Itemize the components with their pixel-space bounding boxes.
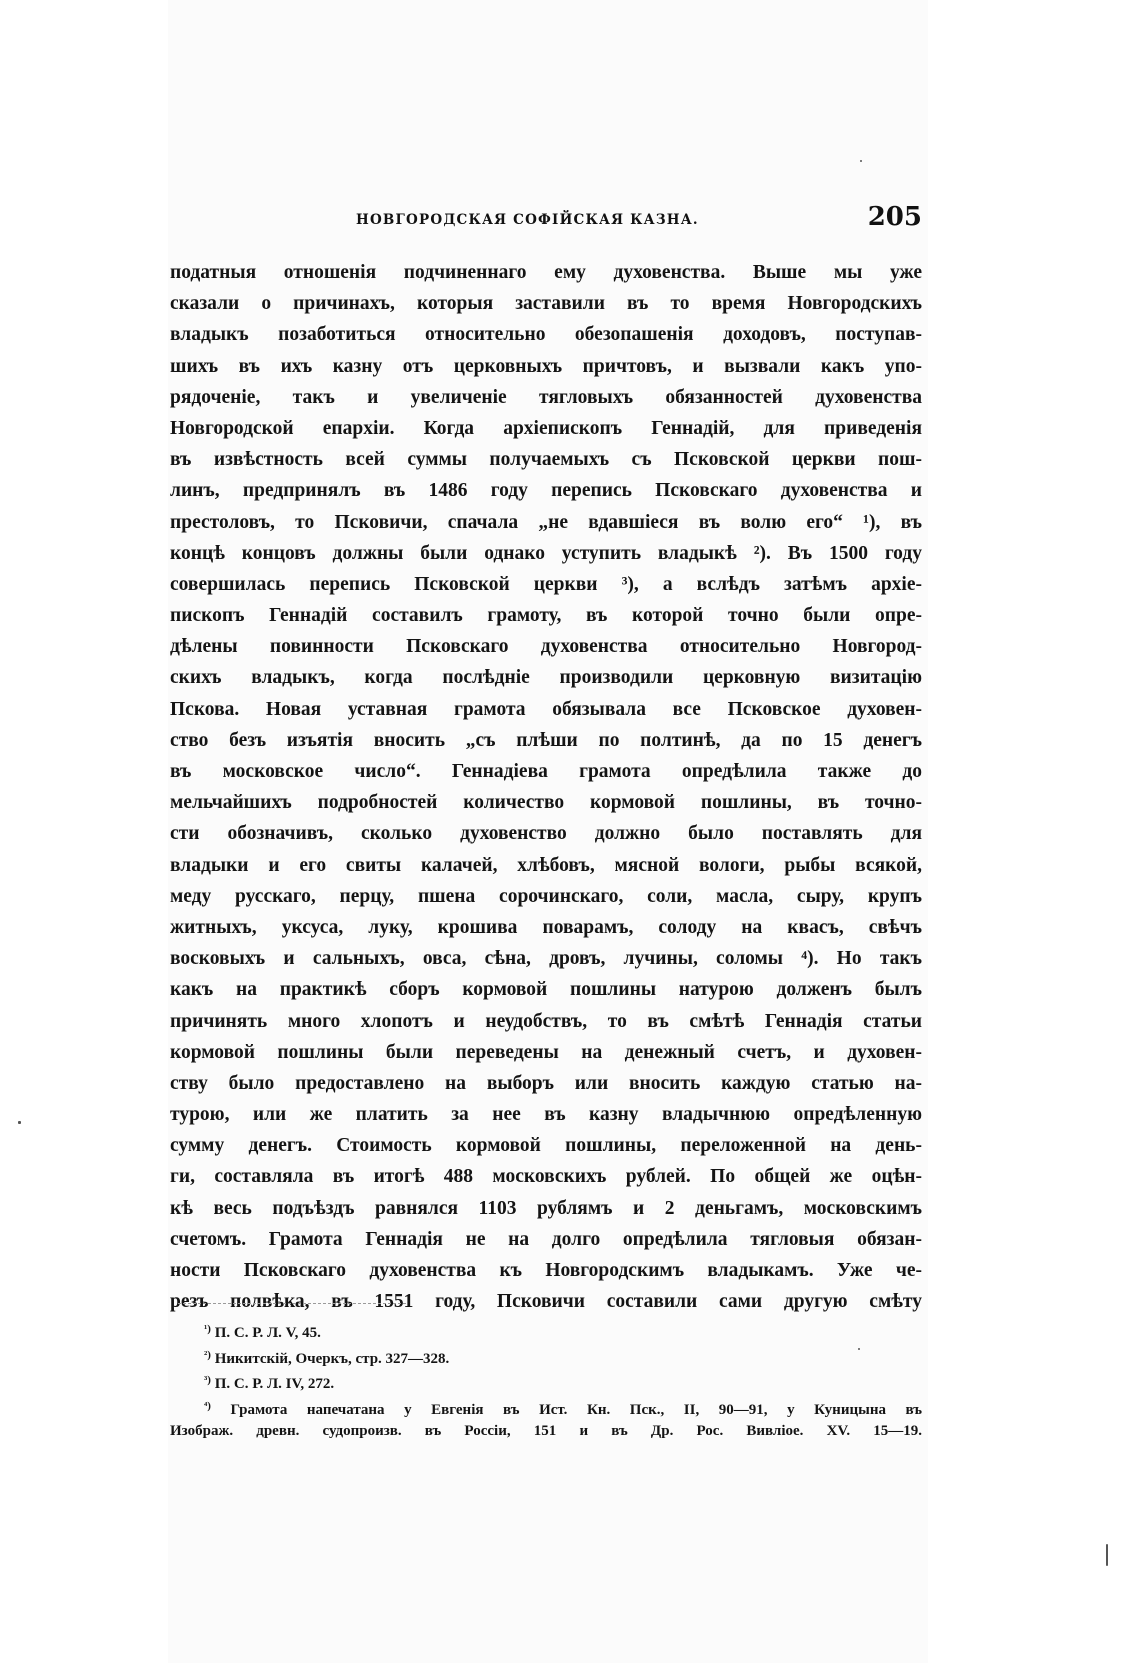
text-line: владыки и его свиты калачей, хлѣбовъ, мясной вологи, рыбы всякой, — [170, 854, 922, 876]
footnote-text: П. С. Р. Л. IV, 272. — [214, 1376, 335, 1393]
text-line: меду русскаго, перцу, пшена сорочинскаго, соли, масла, сыру, крупъ — [170, 885, 922, 907]
scan-speck — [18, 1121, 21, 1124]
text-line: какъ на практикѣ сборъ кормовой пошлины натурою долженъ былъ — [170, 979, 922, 1001]
text-line: пископъ Геннадій составилъ грамоту, въ которой точно были опре- — [170, 605, 922, 627]
text-line: престоловъ, то Псковичи, спачала „не вдавшіеся въ волю его“ ¹), въ — [170, 511, 922, 533]
footnote-marker: ⁴) — [204, 1399, 211, 1412]
footnote-text: Никитскій, Очеркъ, стр. 327—328. — [214, 1350, 450, 1367]
footnote-4-continued — [170, 1419, 922, 1445]
text-line: резъ полвѣка, въ 1551 году, Псковичи составили сами другую смѣту — [170, 1291, 922, 1313]
footnote-2 — [170, 1343, 922, 1369]
footnote-4 — [170, 1394, 922, 1420]
footnotes — [170, 1317, 922, 1445]
footnote-marker: ²) — [204, 1348, 211, 1361]
body-text — [170, 257, 922, 1317]
text-line: дѣлены повинности Псковскаго духовенства относительно Новгород- — [170, 636, 922, 658]
running-head — [170, 200, 922, 240]
footnote-text: Изображ. древн. судопроизв. въ Россіи, 151 и въ Др. Рос. Вивліое. XV. 15—19. — [170, 1423, 922, 1440]
text-line: ство безъ изъятія вносить „съ плѣши по полтинѣ, да по 15 денегъ — [170, 729, 922, 751]
text-line: линъ, предпринялъ въ 1486 году перепись Псковскаго духовенства и — [170, 480, 922, 502]
text-line: Новгородской епархіи. Когда архіепископъ Геннадій, для приведенія — [170, 417, 922, 439]
text-line: сумму денегъ. Стоимость кормовой пошлины, переложенной на день- — [170, 1135, 922, 1157]
text-line: совершилась перепись Псковской церкви ³), а вслѣдъ затѣмъ архіе- — [170, 573, 922, 595]
text-line: скихъ владыкъ, когда послѣдніе производили церковную визитацію — [170, 667, 922, 689]
page-number: 205 — [867, 202, 922, 232]
footnote-1 — [170, 1317, 922, 1343]
text-line: Пскова. Новая уставная грамота обязывала все Псковское духовен- — [170, 698, 922, 720]
footnote-text: П. С. Р. Л. V, 45. — [214, 1325, 321, 1341]
text-line: шихъ въ ихъ казну отъ церковныхъ причтовъ, и вызвали какъ упо- — [170, 355, 922, 377]
footnote-3 — [170, 1368, 922, 1394]
text-line: податныя отношенія подчиненнаго ему духовенства. Выше мы уже — [170, 262, 922, 283]
footnote-marker: ³) — [204, 1374, 211, 1387]
text-line: владыкъ позаботиться относительно обезопашенія доходовъ, поступав- — [170, 324, 922, 346]
footnote-marker: ¹) — [204, 1323, 211, 1335]
text-line: житныхъ, уксуса, луку, крошива поварамъ, солоду на квасъ, свѣчъ — [170, 916, 922, 938]
scan-speck — [860, 160, 862, 162]
text-line: восковыхъ и сальныхъ, овса, сѣна, дровъ, лучины, соломы ⁴). Но такъ — [170, 948, 922, 970]
text-line: въ московское число“. Геннадіева грамота опредѣлила также до — [170, 761, 922, 782]
text-line: кормовой пошлины были переведены на денежный счетъ, и духовен- — [170, 1041, 922, 1063]
text-line: счетомъ. Грамота Геннадія не на долго опредѣлила тягловыя обязан- — [170, 1228, 922, 1250]
text-line: ству было предоставлено на выборъ или вносить каждую статью на- — [170, 1072, 922, 1094]
scan-speck — [1106, 1544, 1108, 1566]
text-line: причинять много хлопотъ и неудобствъ, то въ смѣтѣ Геннадія статьи — [170, 1010, 922, 1032]
footnote-separator — [178, 1303, 406, 1304]
text-line: ности Псковскаго духовенства къ Новгородскимъ владыкамъ. Уже че- — [170, 1260, 922, 1281]
text-line: сти обозначивъ, сколько духовенство должно было поставлять для — [170, 823, 922, 845]
text-line: въ извѣстность всей суммы получаемыхъ съ Псковской церкви пош- — [170, 449, 922, 471]
text-line: кѣ весь подъѣздъ равнялся 1103 рублямъ и 2 деньгамъ, московскимъ — [170, 1197, 922, 1219]
text-line: турою, или же платить за нее въ казну владычнюю опредѣленную — [170, 1104, 922, 1126]
scan-speck — [858, 1348, 860, 1350]
text-line: концѣ концовъ должны были однако уступить владыкѣ ²). Въ 1500 году — [170, 542, 922, 564]
text-line: мельчайшихъ подробностей количество кормовой пошлины, въ точно- — [170, 792, 922, 814]
text-line: ги, составляла въ итогѣ 488 московскихъ рублей. По общей же оцѣн- — [170, 1166, 922, 1188]
text-line: сказали о причинахъ, которыя заставили въ то время Новгородскихъ — [170, 293, 922, 315]
running-title: НОВГОРОДСКАЯ СОФІЙСКАЯ КАЗНА. — [356, 212, 699, 228]
text-line: рядоченіе, такъ и увеличеніе тягловыхъ обязанностей духовенства — [170, 386, 922, 408]
footnote-text: Грамота напечатана у Евгенія въ Ист. Кн. Пск., II, 90—91, у Куницына въ — [230, 1401, 922, 1418]
